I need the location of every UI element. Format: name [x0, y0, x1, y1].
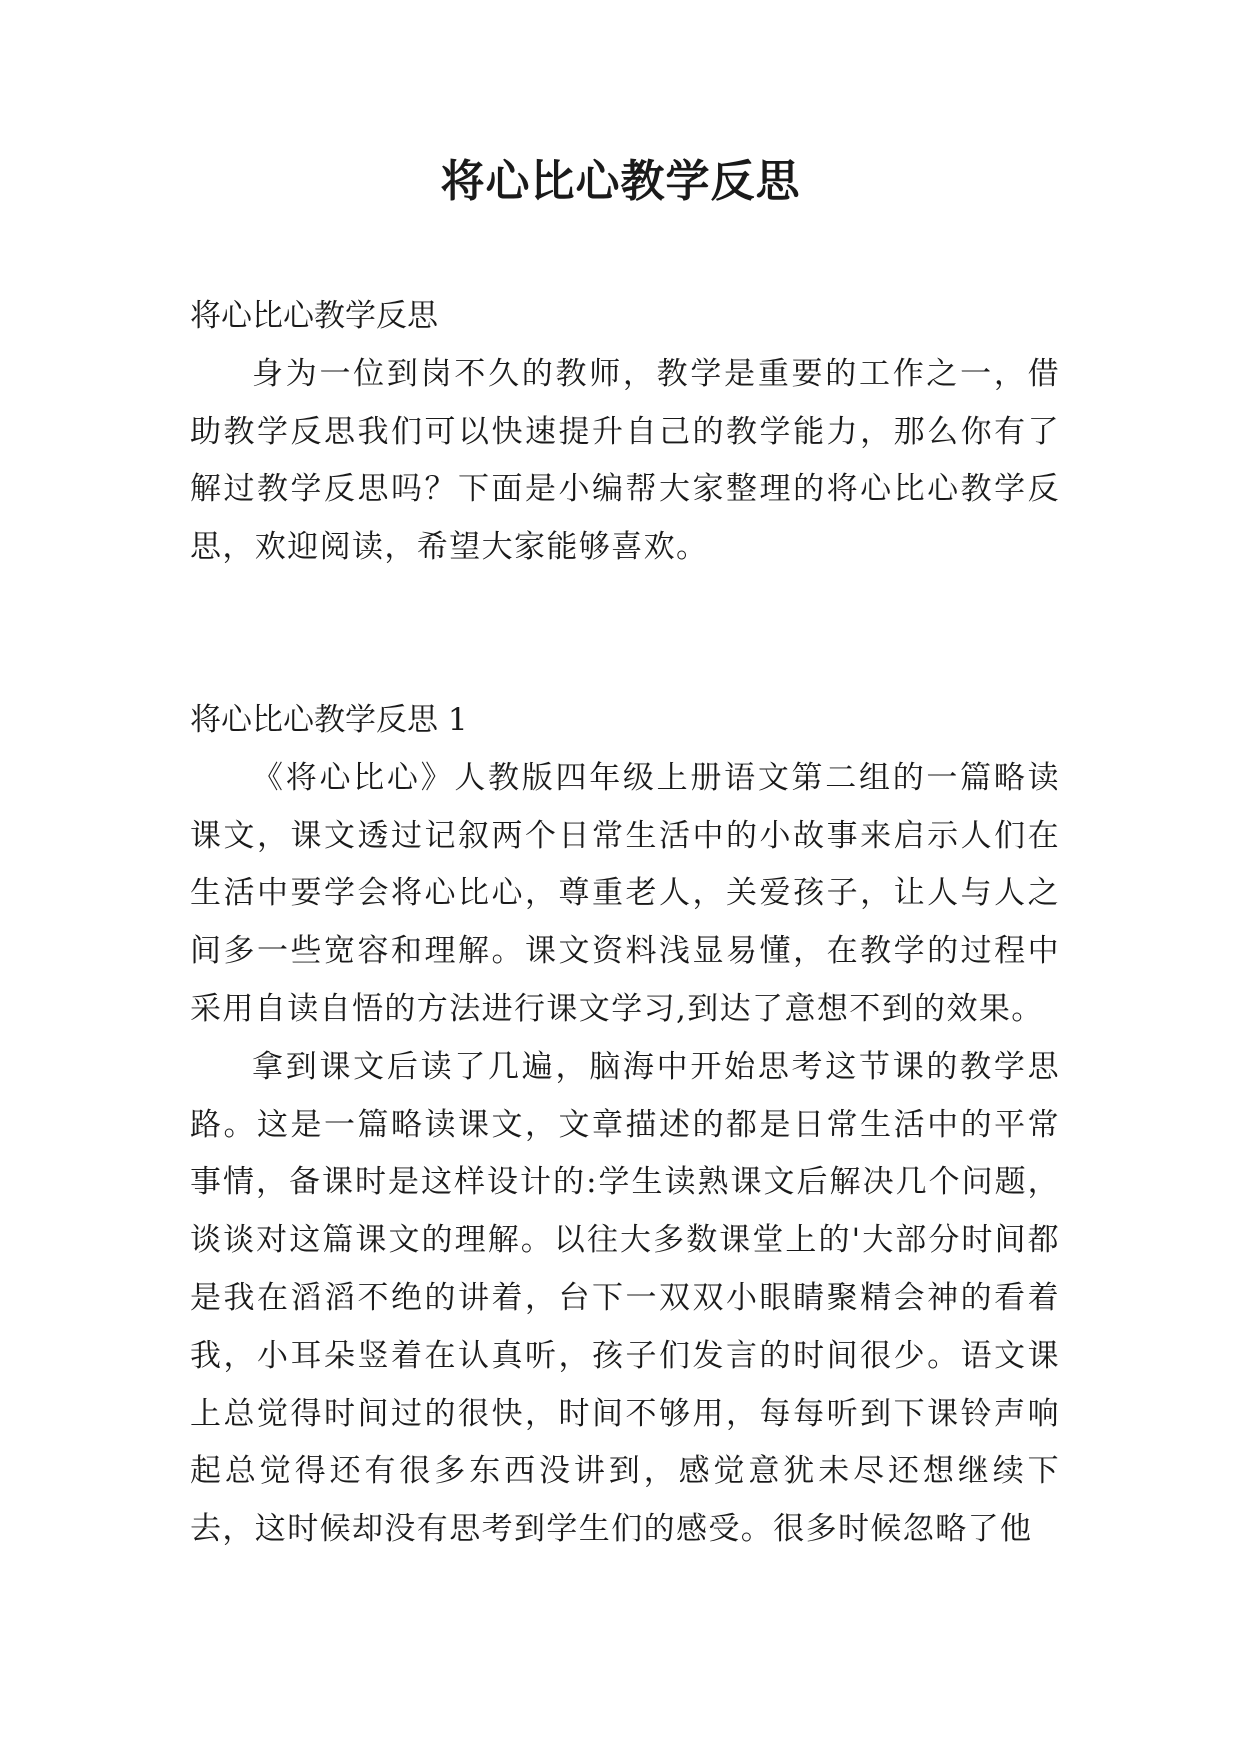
section-spacer: [190, 577, 1060, 692]
intro-heading: 将心比心教学反思: [190, 298, 438, 334]
section1-heading: 将心比心教学反思 1: [190, 701, 468, 738]
intro-paragraph: 身为一位到岗不久的教师，教学是重要的工作之一，借助教学反思我们可以快速提升自己的教学能力，那么你有了解过教学反思吗？下面是小编帮大家整理的将心比心教学反思，欢迎阅读，希望大家能够喜欢。: [190, 355, 1060, 566]
document-body: [190, 288, 1060, 1559]
section1-paragraph-1: 《将心比心》人教版四年级上册语文第二组的一篇略读课文，课文透过记叙两个日常生活中的小故事来启示人们在生活中要学会将心比心，尊重老人，关爱孩子，让人与人之间多一些宽容和理解。课文资料浅显易懂，在教学的过程中采用自读自悟的方法进行课文学习,到达了意想不到的效果。: [190, 759, 1060, 1027]
section1-paragraph-2: 拿到课文后读了几遍，脑海中开始思考这节课的教学思路。这是一篇略读课文，文章描述的都是日常生活中的平常事情，备课时是这样设计的:学生读熟课文后解决几个问题，谈谈对这篇课文的理解。以往大多数课堂上的'大部分时间都是我在滔滔不绝的讲着，台下一双双小眼睛聚精会神的看着我，小耳朵竖着在认真听，孩子们发言的时间很少。语文课上总觉得时间过的很快，时间不够用，每每听到下课铃声响起总觉得还有很多东西没讲到，感觉意犹未尽还想继续下去，这时候却没有思考到学生们的感受。很多时候忽略了他: [190, 1048, 1060, 1548]
document-title: 将心比心教学反思: [440, 156, 801, 207]
